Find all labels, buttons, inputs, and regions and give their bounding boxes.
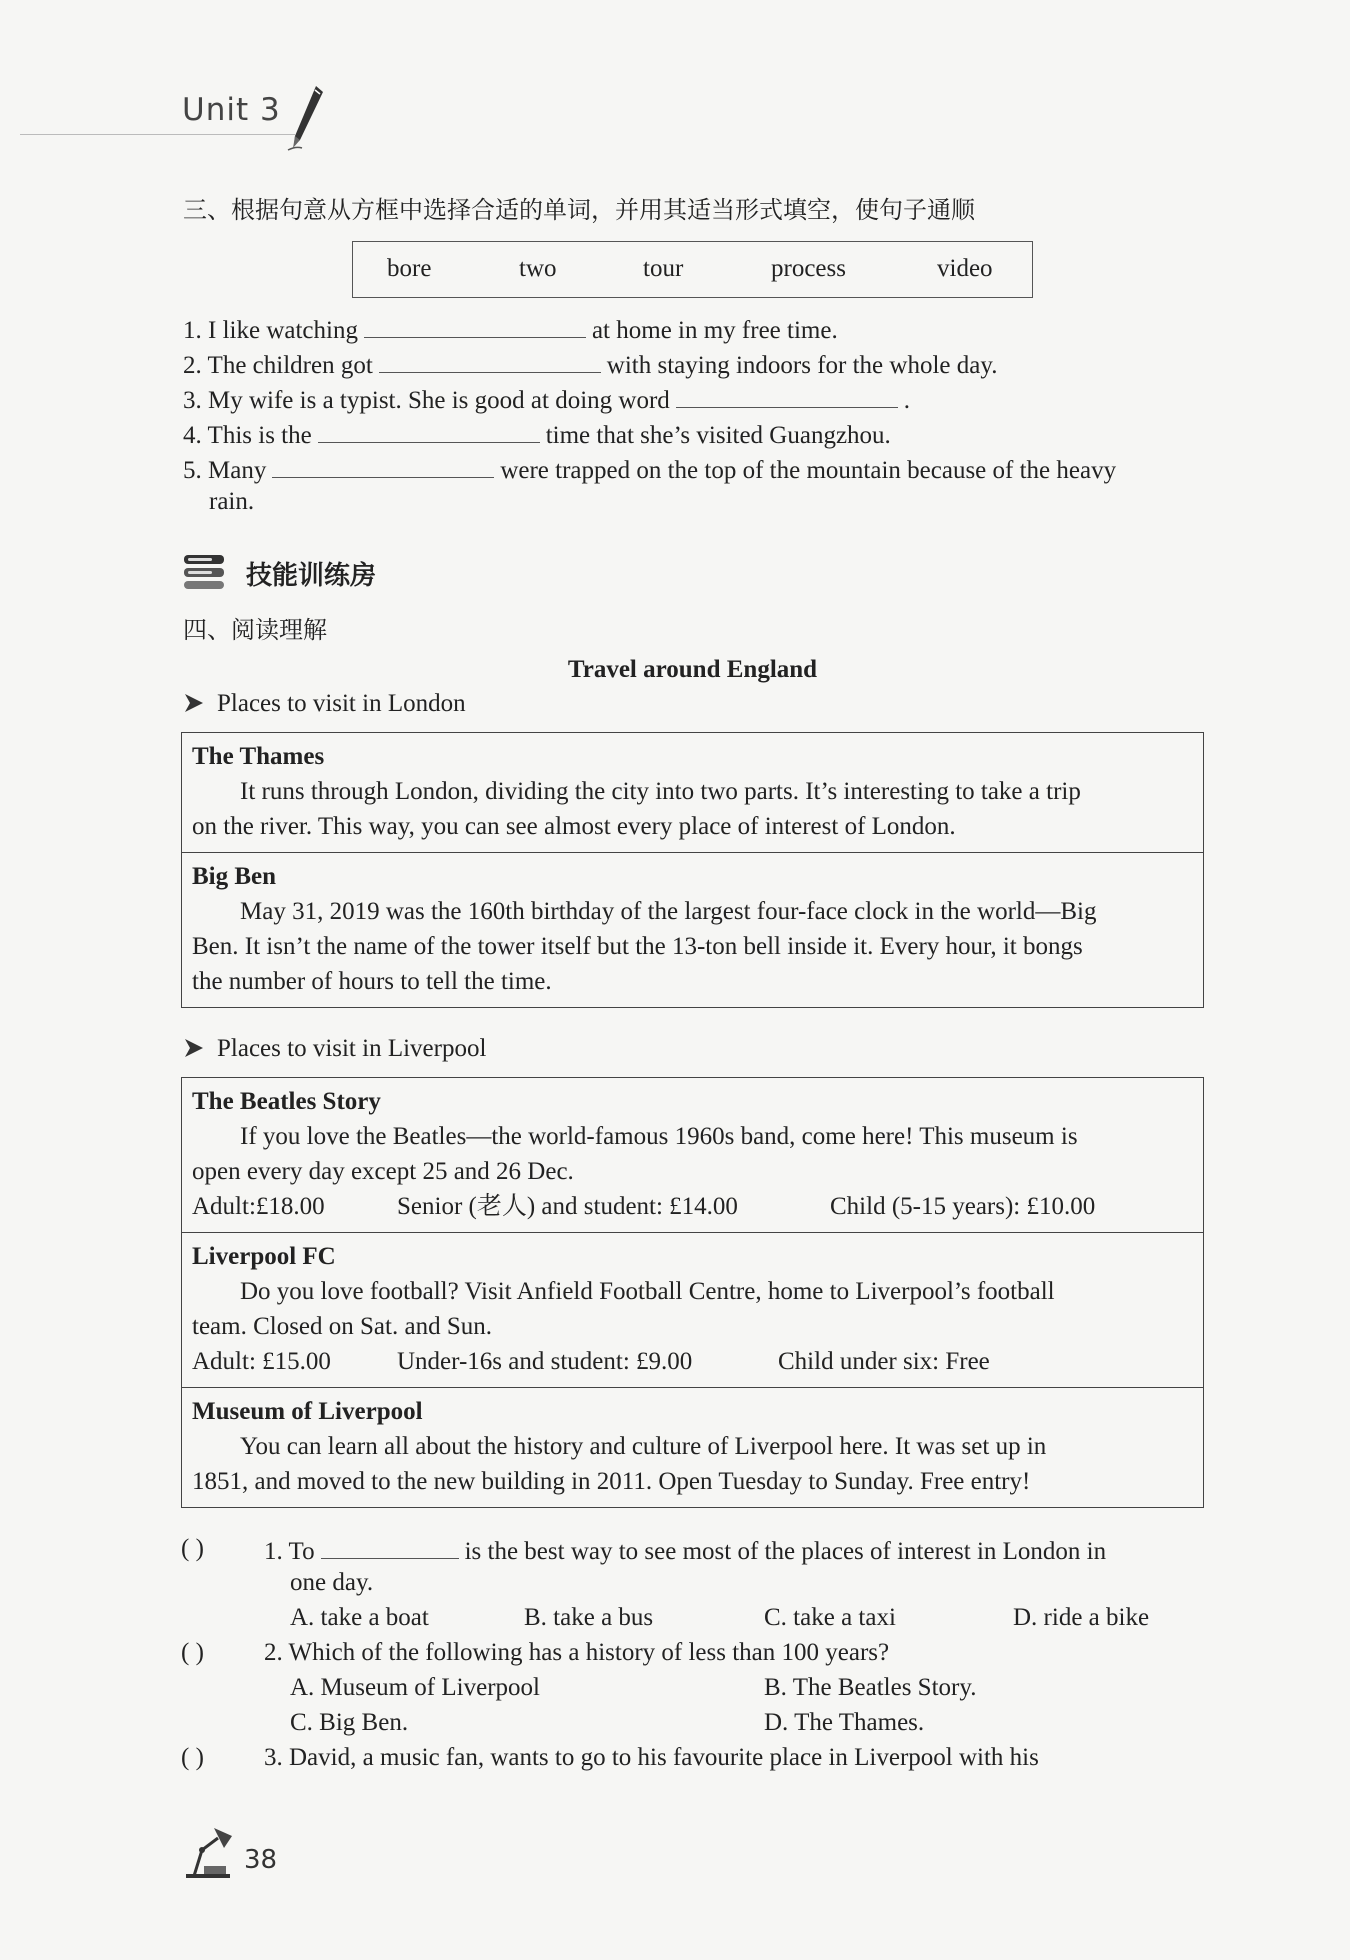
answer-bracket[interactable]: ( ) (181, 1744, 204, 1771)
thames-text: on the river. This way, you can see almost every place of interest of London. (192, 813, 956, 840)
price-senior: Senior (老人) and student: £14.00 (397, 1193, 738, 1220)
desk-lamp-icon (180, 1822, 236, 1880)
thames-text: It runs through London, dividing the city into two parts. It’s interesting to take a trip (240, 778, 1081, 805)
museum-cell (182, 1388, 1203, 1507)
question-3: 3. David, a music fan, wants to go to his favourite place in Liverpool with his (264, 1744, 1039, 1771)
fill-item-4 (183, 419, 891, 450)
bigben-text: May 31, 2019 was the 160th birthday of the largest four-face clock in the world—Big (240, 898, 1097, 925)
word-bank-item: video (937, 255, 993, 282)
option-c[interactable]: C. Big Ben. (290, 1709, 409, 1736)
question-1-continuation: one day. (290, 1569, 374, 1596)
unit-header (182, 92, 281, 128)
answer-blank[interactable] (676, 384, 898, 408)
fill-item-text: 4. This is the (183, 422, 312, 449)
fill-item-text: were trapped on the top of the mountain because of the heavy (500, 457, 1117, 484)
beatles-text: If you love the Beatles—the world-famous 1960s band, come here! This museum is (240, 1123, 1078, 1150)
museum-text: 1851, and moved to the new building in 2011. Open Tuesday to Sunday. Free entry! (192, 1468, 1031, 1495)
passage-title: Travel around England (567, 656, 818, 683)
option-c[interactable]: C. take a taxi (764, 1604, 896, 1631)
fill-item-text: 5. Many (183, 457, 267, 484)
london-subhead (183, 690, 466, 718)
exercise3-heading: 三、根据句意从方框中选择合适的单词，并用其适当形式填空，使句子通顺 (183, 196, 975, 224)
beatles-prices (192, 1189, 1193, 1224)
fill-item-2 (183, 349, 997, 380)
london-box (181, 732, 1204, 1008)
word-bank-item: tour (643, 255, 684, 282)
fill-item-text: 3. My wife is a typist. She is good at doing word (183, 387, 670, 414)
skills-icon (182, 551, 228, 591)
bigben-title: Big Ben (192, 863, 277, 890)
bigben-cell (182, 853, 1203, 1007)
answer-bracket[interactable]: ( ) (181, 1535, 204, 1562)
answer-blank[interactable] (272, 454, 494, 478)
answer-blank[interactable] (364, 314, 586, 338)
answer-bracket[interactable]: ( ) (181, 1639, 204, 1666)
word-bank-box (352, 241, 1033, 298)
fill-item-1 (183, 314, 838, 345)
thames-cell (182, 733, 1203, 853)
fill-item-5-continuation: rain. (209, 488, 255, 515)
word-bank-item: two (519, 255, 557, 282)
subhead-text: Places to visit in Liverpool (217, 1035, 487, 1062)
pen-icon (286, 84, 326, 152)
option-b[interactable]: B. The Beatles Story. (764, 1674, 977, 1701)
option-a[interactable]: A. take a boat (290, 1604, 429, 1631)
fill-item-text: 2. The children got (183, 352, 373, 379)
bigben-text: Ben. It isn’t the name of the tower itself but the 13-ton bell inside it. Every hour, it bongs (192, 933, 1083, 960)
fill-item-text: . (903, 387, 911, 414)
fc-title: Liverpool FC (192, 1243, 336, 1270)
bigben-text: the number of hours to tell the time. (192, 968, 552, 995)
unit-title: Unit 3 (182, 92, 281, 128)
fill-item-text: with staying indoors for the whole day. (606, 352, 998, 379)
exercise4-heading: 四、阅读理解 (183, 616, 327, 644)
fill-item-text: at home in my free time. (591, 317, 838, 344)
fc-cell (182, 1233, 1203, 1388)
price-adult: Adult: £15.00 (192, 1348, 331, 1375)
museum-text: You can learn all about the history and culture of Liverpool here. It was set up in (240, 1433, 1047, 1460)
question-1 (264, 1535, 1106, 1566)
liverpool-subhead (183, 1035, 486, 1063)
question-2: 2. Which of the following has a history of less than 100 years? (264, 1639, 890, 1666)
word-bank-item: bore (387, 255, 432, 282)
beatles-text: open every day except 25 and 26 Dec. (192, 1158, 574, 1185)
option-a[interactable]: A. Museum of Liverpool (290, 1674, 540, 1701)
beatles-cell (182, 1078, 1203, 1233)
question-text: is the best way to see most of the places of interest in London in (464, 1538, 1107, 1565)
option-d[interactable]: D. ride a bike (1013, 1604, 1150, 1631)
fc-text: Do you love football? Visit Anfield Football Centre, home to Liverpool’s football (240, 1278, 1055, 1305)
answer-blank[interactable] (379, 349, 601, 373)
fill-item-3 (183, 384, 910, 415)
fc-prices (192, 1344, 1193, 1379)
fill-item-text: 1. I like watching (183, 317, 358, 344)
price-child: Child (5-15 years): £10.00 (830, 1193, 1096, 1220)
fill-item-text: time that she’s visited Guangzhou. (545, 422, 891, 449)
price-under16: Under-16s and student: £9.00 (397, 1348, 693, 1375)
page-number: 38 (244, 1845, 278, 1875)
skills-label: 技能训练房 (246, 561, 377, 591)
liverpool-box (181, 1077, 1204, 1508)
fill-item-5 (183, 454, 1116, 485)
option-b[interactable]: B. take a bus (524, 1604, 654, 1631)
beatles-title: The Beatles Story (192, 1088, 381, 1115)
question-text: 1. To (264, 1538, 315, 1565)
thames-title: The Thames (192, 743, 325, 770)
answer-blank[interactable] (321, 1535, 459, 1559)
fc-text: team. Closed on Sat. and Sun. (192, 1313, 492, 1340)
arrow-icon (183, 692, 205, 714)
header-divider (20, 134, 295, 135)
option-d[interactable]: D. The Thames. (764, 1709, 925, 1736)
word-bank-item: process (771, 255, 846, 282)
answer-blank[interactable] (318, 419, 540, 443)
arrow-icon (183, 1037, 205, 1059)
subhead-text: Places to visit in London (217, 690, 466, 717)
price-child: Child under six: Free (778, 1348, 990, 1375)
museum-title: Museum of Liverpool (192, 1398, 423, 1425)
price-adult: Adult:£18.00 (192, 1193, 325, 1220)
